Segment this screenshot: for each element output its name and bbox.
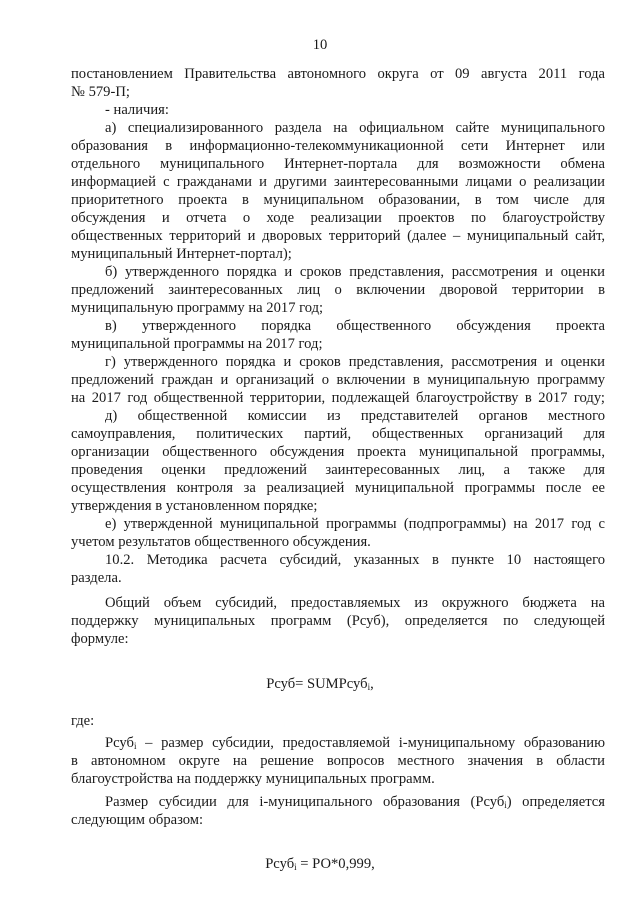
text-line: б) утвержденного порядка и сроков представления, рассмотрения и оценки <box>105 264 605 280</box>
where-label: где: <box>71 713 95 729</box>
formula-total: Рсуб= SUMРсуб$_i$, <box>266 676 374 692</box>
definition-line: в автономном округе на решение вопросов местного значения в области <box>71 753 605 769</box>
text-line: муниципальной программы на 2017 год; <box>71 336 323 352</box>
formula-municipal: Рсуб$_i$ = РО*0,999, <box>265 856 375 872</box>
text-line: организации общественного обсуждения проекта муниципальной программы, <box>71 444 605 460</box>
text-line: самоуправления, политических партий, общественных организаций для <box>71 426 605 442</box>
text-line: муниципальную программу на 2017 год; <box>71 300 324 316</box>
text-line: в) утвержденного порядка общественного обсуждения проекта <box>105 318 605 334</box>
text-line: е) утвержденной муниципальной программы (подпрограммы) на 2017 год с <box>105 516 605 532</box>
text-line: осуществления контроля за реализацией муниципальной программы после ее <box>71 480 605 496</box>
text-line: учетом результатов общественного обсуждения. <box>71 534 371 550</box>
text-line: раздела. <box>71 570 122 586</box>
text-line: муниципальный Интернет-портал); <box>71 246 292 262</box>
definition-line: Рсуб$_i$ – размер субсидии, предоставляемой i-муниципальному образованию <box>105 735 605 751</box>
text-line: поддержку муниципальных программ (Рсуб), определяется по следующей <box>71 613 605 629</box>
text-line: а) специализированного раздела на официальном сайте муниципального <box>105 120 605 136</box>
text-line: образования в информационно-телекоммуникационной сети Интернет или <box>71 138 605 154</box>
text-line: № 579-П; <box>71 84 130 100</box>
text-line: д) общественной комиссии из представителей органов местного <box>105 408 605 424</box>
page-number: 10 <box>312 37 328 53</box>
text-line: предложений заинтересованных лиц о включении дворовой территории в <box>71 282 605 298</box>
text-line: общественных территорий и дворовых территорий (далее – муниципальный сайт, <box>71 228 605 244</box>
text-line: формуле: <box>71 631 129 647</box>
text-line: предложений граждан и организаций о включении в муниципальную программу <box>71 372 605 388</box>
text-line: проведения оценки предложений заинтересованных лиц, а также для <box>71 462 605 478</box>
text-line: - наличия: <box>105 102 169 118</box>
text-line: на 2017 год общественной территории, подлежащей благоустройству в 2017 году; <box>71 390 605 406</box>
text-line: приоритетного проекта в муниципальном образовании, в том числе для <box>71 192 605 208</box>
text-line: Размер субсидии для i-муниципального образования (Рсуб$_i$) определяется <box>105 794 605 810</box>
text-line: обсуждения и отчета о ходе реализации проектов по благоустройству <box>71 210 605 226</box>
text-line: Общий объем субсидий, предоставляемых из окружного бюджета на <box>105 595 605 611</box>
text-line: отдельного муниципального Интернет-портала для возможности обмена <box>71 156 605 172</box>
text-line: утверждения в установленном порядке; <box>71 498 318 514</box>
text-line: информацией с гражданами и другими заинтересованными лицами о реализации <box>71 174 605 190</box>
text-line: постановлением Правительства автономного округа от 09 августа 2011 года <box>71 66 605 82</box>
text-line: следующим образом: <box>71 812 204 828</box>
definition-line: благоустройства на поддержку муниципальных программ. <box>71 771 435 787</box>
section-heading: 10.2. Методика расчета субсидий, указанных в пункте 10 настоящего <box>105 552 605 568</box>
text-line: г) утвержденного порядка и сроков представления, рассмотрения и оценки <box>105 354 605 370</box>
